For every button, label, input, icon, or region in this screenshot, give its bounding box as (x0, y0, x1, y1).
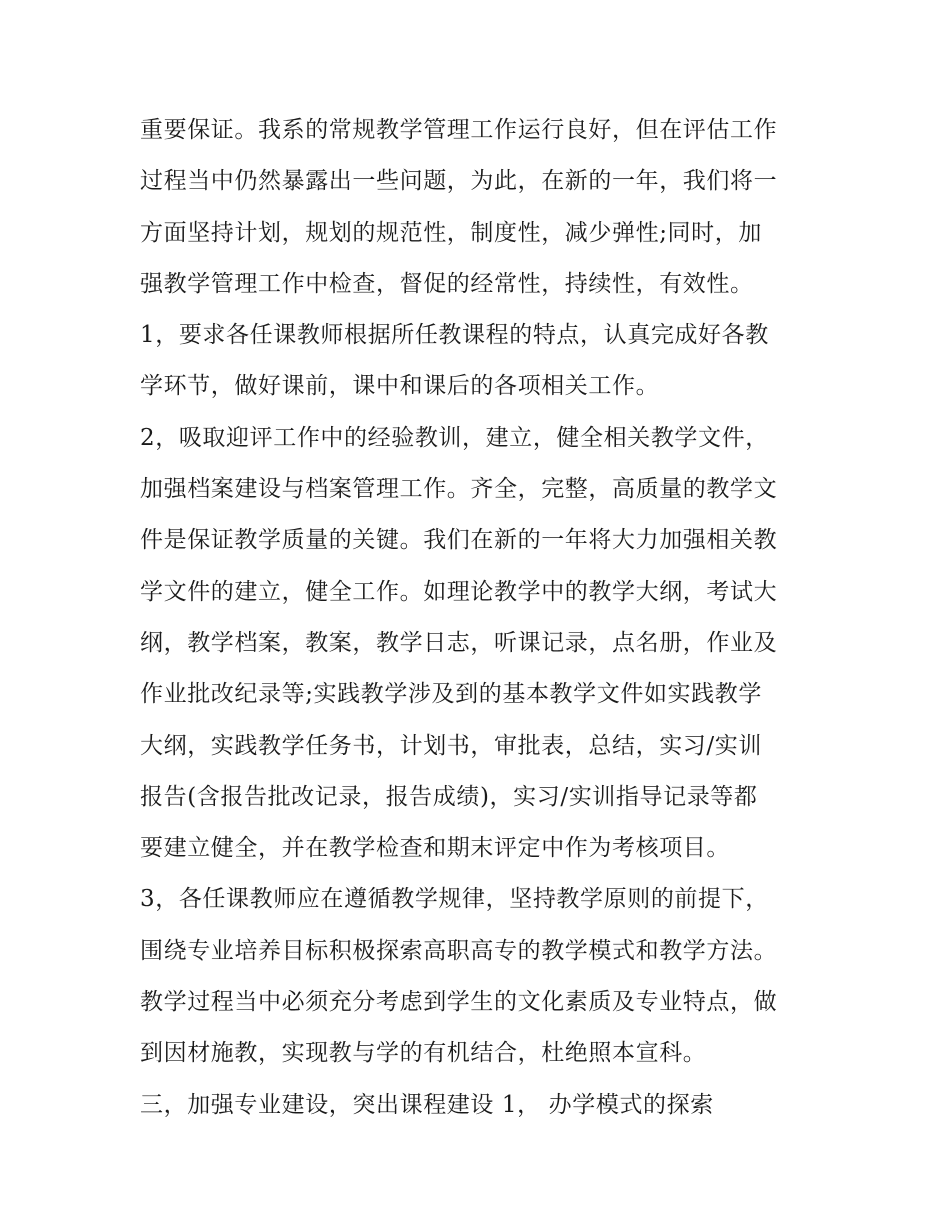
text-line: 重要保证。我系的常规教学管理工作运行良好，但在评估工作 (140, 117, 778, 143)
text-line: 到因材施教，实现教与学的有机结合，杜绝照本宣科。 (140, 1040, 707, 1067)
text-line: 报告(含报告批改记录，报告成绩)，实习/实训指导记录等都 (140, 783, 758, 810)
text-line: 学环节，做好课前，课中和课后的各项相关工作。 (140, 373, 660, 400)
text-line: 加强档案建设与档案管理工作。齐全，完整，高质量的教学文 (140, 476, 778, 503)
text-line: 学文件的建立，健全工作。如理论教学中的教学大纲，考试大 (140, 578, 778, 605)
text-line: 要建立健全，并在教学检查和期末评定中作为考核项目。 (140, 835, 730, 862)
text-line: 纲，教学档案，教案，教学日志，听课记录，点名册，作业及 (140, 629, 778, 656)
text-line: 三，加强专业建设，突出课程建设 1， 办学模式的探索 (140, 1091, 714, 1118)
text-line: 教学过程当中必须充分考虑到学生的文化素质及专业特点，做 (140, 989, 778, 1016)
body-text (140, 105, 820, 1131)
text-line: 3，各任课教师应在遵循教学规律，坚持教学原则的前提下， (140, 886, 769, 913)
text-line: 强教学管理工作中检查，督促的经常性，持续性，有效性。 (140, 270, 754, 297)
text-line: 1，要求各任课教师根据所任教课程的特点，认真完成好各教 (140, 322, 769, 349)
text-line: 作业批改纪录等;实践教学涉及到的基本教学文件如实践教学 (140, 681, 762, 708)
text-line: 大纲，实践教学任务书，计划书，审批表，总结，实习/实训 (140, 732, 762, 759)
text-line: 围绕专业培养目标积极探索高职高专的教学模式和教学方法。 (140, 937, 778, 964)
text-line: 过程当中仍然暴露出一些问题，为此，在新的一年，我们将一 (140, 168, 778, 195)
text-line: 件是保证教学质量的关键。我们在新的一年将大力加强相关教 (140, 527, 778, 554)
text-line: 方面坚持计划，规划的规范性，制度性，减少弹性;同时，加 (140, 219, 762, 246)
text-line: 2，吸取迎评工作中的经验教训，建立，健全相关教学文件， (140, 424, 769, 451)
